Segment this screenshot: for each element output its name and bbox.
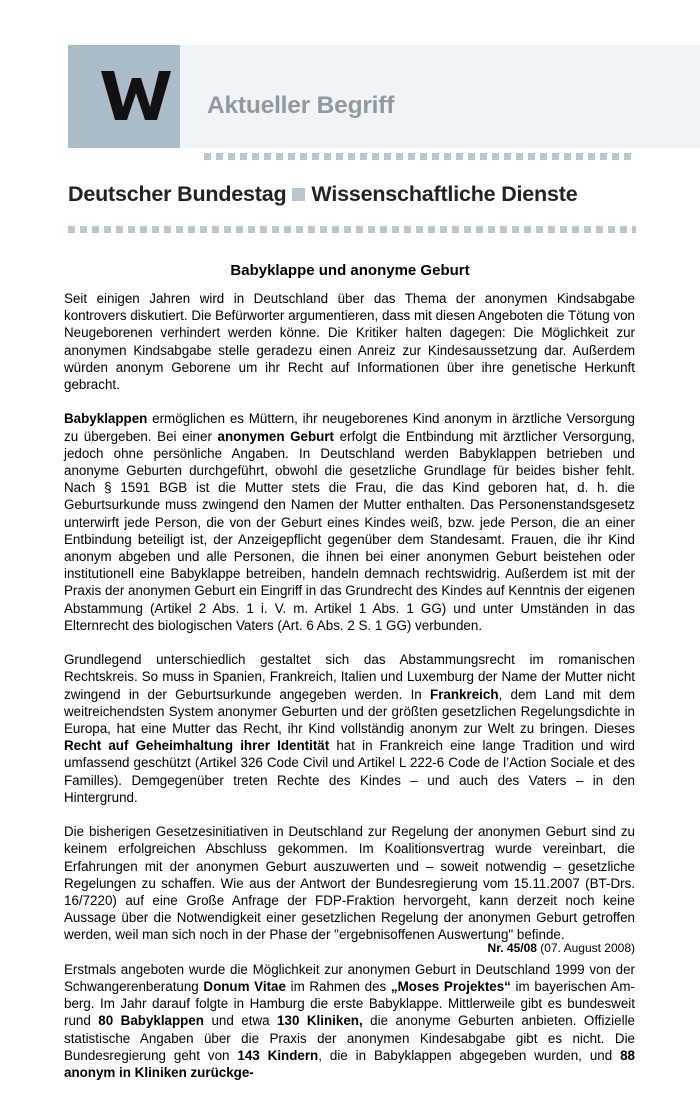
masthead (68, 182, 577, 207)
article-body (64, 290, 635, 1098)
masthead-wd: Wissenschaftliche Dienste (311, 182, 578, 206)
masthead-bundestag: Deutscher Bundestag (68, 182, 287, 206)
issue-number: Nr. 45/08 (487, 941, 537, 955)
document-title: Babyklappe und anonyme Geburt (230, 262, 470, 279)
dotted-divider-bottom (68, 226, 636, 233)
separator-square-icon (292, 188, 305, 201)
issue-date: (07. August 2008) (536, 941, 635, 955)
bundestag-w-logo (68, 45, 180, 148)
paragraph-history: Erstmals angeboten wurde die Möglichkeit zur anonymen Geburt in Deutschland 1999 von der Schwangerenberatung Donum Vitae im Rahmen des „Moses Projektes“ im bayerischen Amberg. Im Jahr darauf folgte in Hamburg die erste Babyklappe. Mittlerweile gibt es bundesweit rund 80 Babyklappen und etwa 130 Kliniken, die anonyme Geburten anbieten. Offizielle statistische Angaben über die Praxis der anonymen Kindesabgabe gibt es nicht. Die Bundesregierung geht von 143 Kindern, die in Babyklappen abgegeben wurden, und 88 anonym in Kliniken zurückge- (64, 961, 636, 1081)
dotted-divider-top (204, 153, 632, 160)
paragraph-intro: Seit einigen Jahren wird in Deutschland über das Thema der anonymen Kindsabgabe kontrovers diskutiert. Die Befürworter argumentieren, dass mit diesen Angeboten die Tötung von Neugeborenen verhindert werden könne. Die Kritiker halten dagegen: Die Möglichkeit zur anonymen Kindsabgabe stelle geradezu einen Anreiz zur Kindesaussetzung dar. Außerdem würden anonym Geborene um ihr Recht auf Informationen über ihre genetische Herkunft gebracht. (64, 291, 635, 393)
w-logo-icon (68, 45, 180, 148)
paragraph-babyklappen: Babyklappen ermöglichen es Müttern, ihr neugeborenes Kind anonym in ärztliche Versorgung zu übergeben. Bei einer anonymen Geburt erfolgt die Entbindung mit ärztlicher Versorgung, jedoch ohne persönliche Angaben. In Deutschland werden Babyklappen betrieben und anonyme Geburten durchgeführt, obwohl die gesetzliche Grundlage für beides bisher fehlt. Nach § 1591 BGB ist die Mutter stets die Frau, die das Kind geboren hat, d. h. die Geburtsurkunde muss zwingend den Namen der Mutter enthalten. Das Personenstandsgesetz unterwirft jede Person, die von der Geburt eines Kindes weiß, bzw. jede Person, die an einer Entbindung beteiligt ist, der Anzeigepflicht gegenüber dem Standesamt. Frauen, die ihr Kind anonym abgeben und alle Personen, die ihnen bei einer anonymen Geburt beistehen oder institutionell eine Babyklappe betreiben, handeln demnach rechtswidrig. Außerdem ist mit der Praxis der anonymen Geburt ein Eingriff in das Grundrecht des Kindes auf Kenntnis der eigenen Abstammung (Artikel 2 Abs. 1 i. V. m. Artikel 1 Abs. 1 GG) und unter Umständen in das Elternrecht des biologischen Vaters (Art. 6 Abs. 2 S. 1 GG) verbunden. (64, 411, 635, 633)
paragraph-romanic-law: Grundlegend unterschiedlich gestaltet sich das Abstammungsrecht im romanischen Rechtskreis. So muss in Spanien, Frankreich, Italien und Luxemburg der Name der Mutter nicht zwingend in der Geburtsurkunde angegeben werden. In Frankreich, dem Land mit dem weitreichendsten System anonymer Geburten und der größten gesetzlichen Regelungsdichte in Europa, hat eine Mutter das Recht, ihr Kind vollständig anonym zur Welt zu bringen. Dieses Recht auf Geheimhaltung ihrer Identität hat in Frankreich eine lange Tradition und wird umfassend geschützt (Artikel 326 Code Civil und Artikel L 222-6 Code de l’Action Sociale et des Familles). Demgegenüber treten Rechte des Kindes – und auch des Vaters – in den Hintergrund. (64, 652, 636, 805)
issue-footer (488, 941, 635, 955)
paragraph-legislation: Die bisherigen Gesetzesinitiativen in Deutschland zur Regelung der anonymen Geburt sind zu keinem erfolgreichen Abschluss gekommen. Im Koalitionsvertrag wurde vereinbart, die Erfahrungen mit der anonymen Geburt auszuwerten und – soweit notwendig – gesetzliche Regelungen zu schaffen. Wie aus der Antwort der Bundesregierung vom 15.11.2007 (BT-Drs. 16/7220) auf eine Große Anfrage der FDP-Fraktion hervorgeht, kann derzeit noch keine Aussage über die Notwendigkeit einer gesetzlichen Regelung der anonymen Geburt getroffen werden, weil man sich noch in der Phase der "ergebnisoffenen Auswertung" befinde. (64, 824, 635, 943)
series-title: Aktueller Begriff (207, 92, 395, 119)
